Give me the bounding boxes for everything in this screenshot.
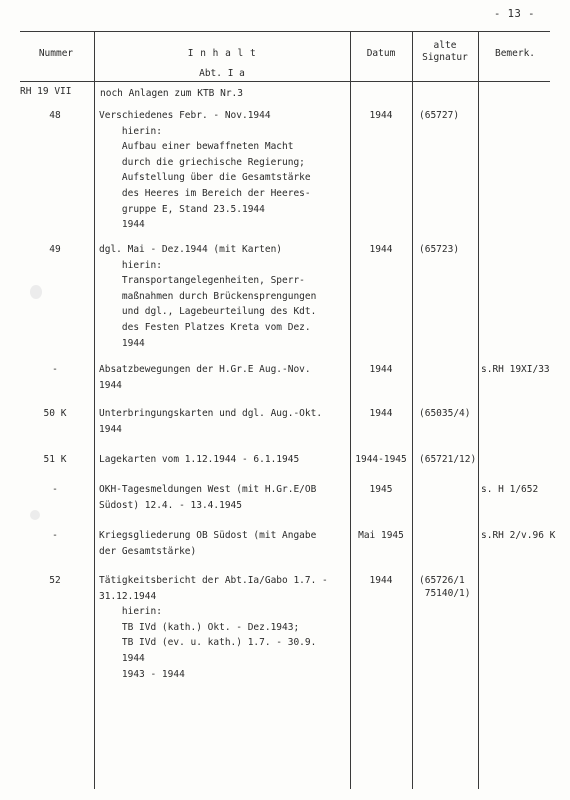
entry-number: -: [52, 364, 58, 375]
column-divider-number: [94, 31, 95, 789]
entry-remark: s.RH 19XI/33: [481, 364, 550, 375]
entry-content-line: 1944: [99, 379, 122, 391]
entry-content-line: gruppe E, Stand 23.5.1944: [99, 203, 265, 215]
entry-content-line: 1944: [99, 423, 122, 435]
entry-date: 1944: [369, 408, 393, 419]
entry-number: 50 K: [43, 408, 67, 419]
entry-content-line: des Heeres im Bereich der Heeres-: [99, 188, 311, 199]
entry-old-signature: 75140/1): [419, 588, 471, 599]
entry-content-line: OKH-Tagesmeldungen West (mit H.Gr.E/OB: [99, 484, 317, 495]
entry-number: -: [52, 484, 58, 495]
entry-content-line: dgl. Mai - Dez.1944 (mit Karten): [99, 244, 283, 255]
entry-content-line: Absatzbewegungen der H.Gr.E Aug.-Nov.: [99, 364, 311, 375]
entry-content-line: Aufstellung über die Gesamtstärke: [99, 172, 311, 184]
page-number: - 13 -: [494, 8, 535, 20]
entry-content-line: hierin:: [99, 259, 162, 271]
entry-content-line: TB IVd (kath.) Okt. - Dez.1943;: [99, 621, 300, 633]
entry-old-signature: (65721/12): [419, 454, 477, 465]
table-header-rule: [20, 81, 550, 82]
entry-date: 1944: [369, 364, 393, 375]
entry-date: 1944: [369, 244, 393, 255]
entry-date: Mai 1945: [358, 530, 404, 541]
entry-old-signature: (65727): [419, 110, 460, 121]
entry-content-line: 1944: [99, 337, 145, 349]
header-remarks: Bemerk.: [494, 48, 536, 59]
entry-number: -: [52, 530, 58, 541]
entry-content-line: des Festen Platzes Kreta vom Dez.: [99, 322, 311, 333]
entry-content-line: TB IVd (ev. u. kath.) 1.7. - 30.9.: [99, 637, 317, 649]
table-top-rule: [20, 31, 550, 32]
entry-content-line: Südost) 12.4. - 13.4.1945: [99, 499, 242, 511]
entry-content-line: und dgl., Lagebeurteilung des Kdt.: [99, 306, 317, 318]
column-divider-signature: [478, 31, 479, 789]
entry-number: 48: [49, 110, 61, 121]
entry-content-line: maßnahmen durch Brückensprengungen: [99, 290, 317, 302]
entry-content-line: 31.12.1944: [99, 590, 157, 602]
header-date: Datum: [366, 48, 396, 59]
entry-remark: s.RH 2/v.96 K: [481, 530, 556, 541]
entry-number: 52: [49, 575, 61, 586]
entry-content-line: Lagekarten vom 1.12.1944 - 6.1.1945: [99, 454, 300, 465]
header-number: Nummer: [38, 48, 74, 59]
column-divider-date: [412, 31, 413, 789]
entry-content-line: Unterbringungskarten und dgl. Aug.-Okt.: [99, 408, 323, 419]
entry-content-line: durch die griechische Regierung;: [99, 156, 305, 168]
entry-old-signature: (65726/1: [419, 575, 465, 586]
entry-remark: s. H 1/652: [481, 484, 539, 495]
entry-content-line: hierin:: [99, 606, 162, 618]
entry-content-line: Verschiedenes Febr. - Nov.1944: [99, 110, 271, 121]
header-content-sub: Abt. I a: [199, 68, 245, 79]
entry-content-line: Kriegsgliederung OB Südost (mit Angabe: [99, 530, 317, 541]
entry-content-line: 1944: [99, 219, 145, 231]
entry-content-line: Tätigkeitsbericht der Abt.Ia/Gabo 1.7. -: [99, 575, 328, 586]
entry-content-line: der Gesamtstärke): [99, 545, 197, 557]
entry-old-signature: (65035/4): [419, 408, 471, 419]
entry-content-line: hierin:: [99, 125, 162, 137]
entry-date: 1944-1945: [355, 454, 407, 465]
entry-content-line: 1944: [99, 653, 145, 664]
series-number: RH 19 VII: [20, 86, 72, 97]
header-content: I n h a l t: [187, 48, 257, 59]
series-title: noch Anlagen zum KTB Nr.3: [100, 88, 243, 99]
header-signature: alte Signatur: [422, 40, 468, 63]
entry-date: 1944: [369, 110, 393, 121]
entry-old-signature: (65723): [419, 244, 460, 255]
punch-hole-mark: [30, 510, 40, 520]
entry-content-line: Transportangelegenheiten, Sperr-: [99, 275, 305, 287]
entry-number: 51 K: [43, 454, 67, 465]
entry-number: 49: [49, 244, 61, 255]
entry-content-line: 1943 - 1944: [99, 668, 185, 680]
entry-date: 1945: [369, 484, 393, 495]
punch-hole-mark: [30, 285, 42, 299]
entry-date: 1944: [369, 575, 393, 586]
entry-content-line: Aufbau einer bewaffneten Macht: [99, 141, 294, 153]
